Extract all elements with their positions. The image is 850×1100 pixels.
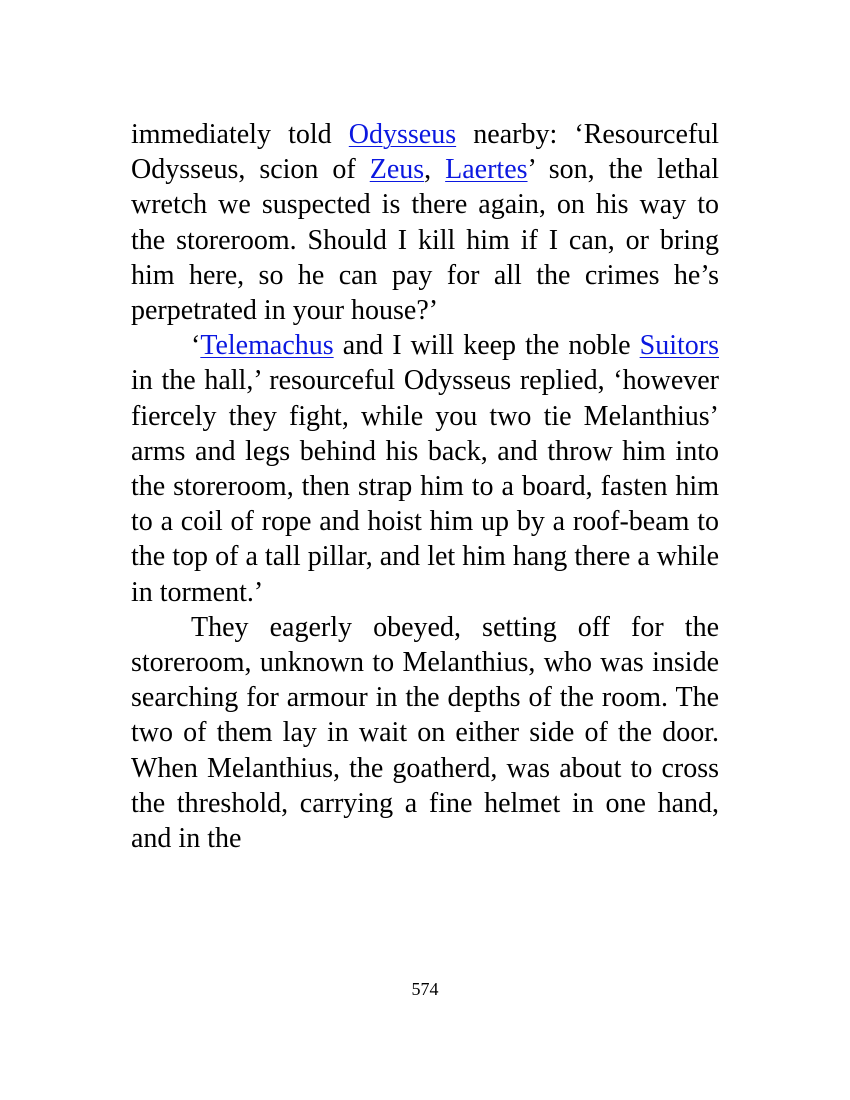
link-laertes[interactable]: Laertes bbox=[445, 154, 528, 186]
paragraph-2 bbox=[131, 328, 719, 610]
link-suitors[interactable]: Suitors bbox=[639, 330, 719, 362]
paragraph-text: immediately told bbox=[131, 119, 349, 150]
paragraph-text: and I will keep the noble bbox=[333, 330, 640, 362]
link-odysseus[interactable]: Odysseus bbox=[348, 119, 457, 150]
paragraph-text: , bbox=[424, 154, 446, 186]
paragraph-text: ‘ bbox=[191, 330, 201, 362]
paragraph-text: nearby: ‘Resourceful Odysseus, scion of bbox=[131, 119, 719, 186]
body-text bbox=[131, 117, 719, 856]
link-telemachus[interactable]: Telemachus bbox=[200, 330, 334, 362]
page-number: 574 bbox=[411, 979, 439, 999]
paragraph-text: in the hall,’ resourceful Odysseus replied, ‘however fiercely they fight, while you two tie Melanthius’ arms and legs behind his back, and throw him into the storeroom, then strap him to a board, fasten him to a coil of rope and hoist him up by a roof-beam to the top of a tall pillar, and let him hang there a while in torment.’ bbox=[131, 365, 719, 608]
paragraph-text: They eagerly obeyed, setting off for the storeroom, unknown to Melanthius, who was inside searching for armour in the depths of the room. The two of them lay in wait on either side of the door. When Melanthius, the goatherd, was about to cross the threshold, carrying a fine helmet in one hand, and in the bbox=[131, 611, 719, 855]
paragraph-1 bbox=[131, 117, 719, 328]
paragraph-text: ’ son, the lethal wretch we suspected is there again, on his way to the storeroom. Should I kill him if I can, or bring him here, so he can pay for all the crimes he’s perpetrated in your house?’ bbox=[131, 154, 720, 327]
paragraph-3 bbox=[131, 610, 719, 856]
link-zeus[interactable]: Zeus bbox=[369, 154, 425, 186]
